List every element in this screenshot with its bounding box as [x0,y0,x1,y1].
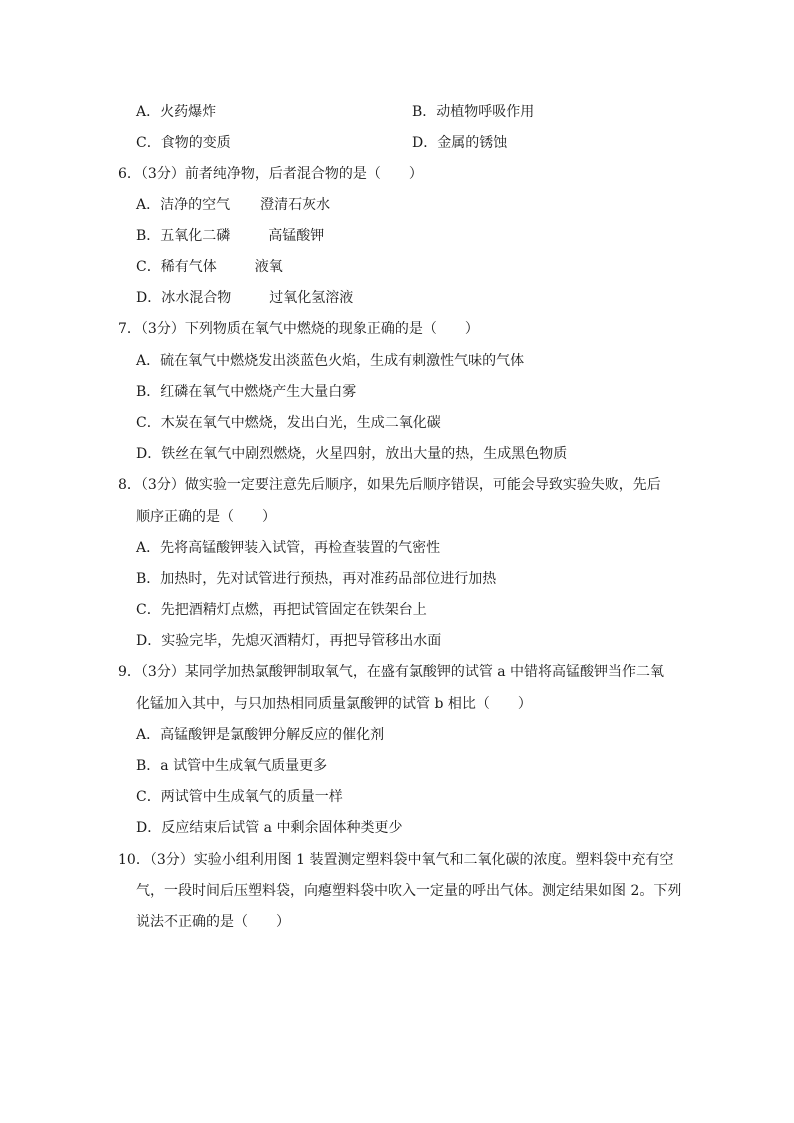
q6-option-b-first: B．五氧化二磷 [136,228,231,244]
q9-option-b: B．a 试管中生成氧气质量更多 [136,758,328,774]
q6-stem: 6．（3分）前者纯净物，后者混合物的是（ ） [118,166,423,182]
q10-stem-line3: 说法不正确的是（ ） [136,914,290,930]
q6-option-c [136,257,283,277]
q9-stem-line1: 9．（3分）某同学加热氯酸钾制取氧气，在盛有氯酸钾的试管 a 中错将高锰酸钾当作二氧 [118,664,665,680]
q6-option-a [136,195,330,215]
q9-option-c: C．两试管中生成氧气的质量一样 [136,789,343,805]
q9-stem-line2: 化锰加入其中，与只加热相同质量氯酸钾的试管 b 相比（ ） [136,696,532,712]
q6-option-a-second: 澄清石灰水 [260,197,331,213]
q5-option-b: B．动植物呼吸作用 [412,104,535,120]
q7-option-c: C．木炭在氧气中燃烧，发出白光，生成二氧化碳 [136,415,441,431]
q8-stem-line2: 顺序正确的是（ ） [136,509,276,525]
q5-option-c: C．食物的变质 [136,135,231,151]
q8-option-d: D．实验完毕，先熄灭酒精灯，再把导管移出水面 [136,633,442,649]
q9-option-a: A．高锰酸钾是氯酸钾分解反应的催化剂 [136,727,385,743]
q6-option-c-second: 液氧 [254,259,283,275]
q7-option-b: B．红磷在氧气中燃烧产生大量白雾 [136,384,357,400]
q7-option-a: A．硫在氧气中燃烧发出淡蓝色火焰，生成有刺激性气味的气体 [136,353,525,369]
q10-stem-line2: 气，一段时间后压塑料袋，向瘪塑料袋中吹入一定量的呼出气体。测定结果如图 2。下列 [136,883,682,899]
q8-option-b: B．加热时，先对试管进行预热，再对准药品部位进行加热 [136,571,497,587]
q6-option-d-second: 过氧化氢溶液 [269,290,354,306]
q6-option-b-second: 高锰酸钾 [268,228,325,244]
q10-stem-line1: 10．（3分）实验小组利用图 1 装置测定塑料袋中氧气和二氧化碳的浓度。塑料袋中充有空 [118,852,674,868]
q6-option-c-first: C．稀有气体 [136,259,217,275]
q8-option-c: C．先把酒精灯点燃，再把试管固定在铁架台上 [136,602,427,618]
q5-option-d: D．金属的锈蚀 [412,135,508,151]
q7-stem: 7．（3分）下列物质在氧气中燃烧的现象正确的是（ ） [118,321,479,337]
q5-option-a: A．火药爆炸 [136,104,217,120]
q6-option-a-first: A．洁净的空气 [136,197,231,213]
q7-option-d: D．铁丝在氧气中剧烈燃烧，火星四射，放出大量的热，生成黑色物质 [136,446,568,462]
q8-option-a: A．先将高锰酸钾装入试管，再检查装置的气密性 [136,540,441,556]
q6-option-d [136,288,353,308]
q9-option-d: D．反应结束后试管 a 中剩余固体种类更少 [136,820,403,836]
q6-option-b [136,226,324,246]
q6-option-d-first: D．冰水混合物 [136,290,232,306]
q8-stem-line1: 8．（3分）做实验一定要注意先后顺序，如果先后顺序错误，可能会导致实验失败，先后 [118,477,661,493]
